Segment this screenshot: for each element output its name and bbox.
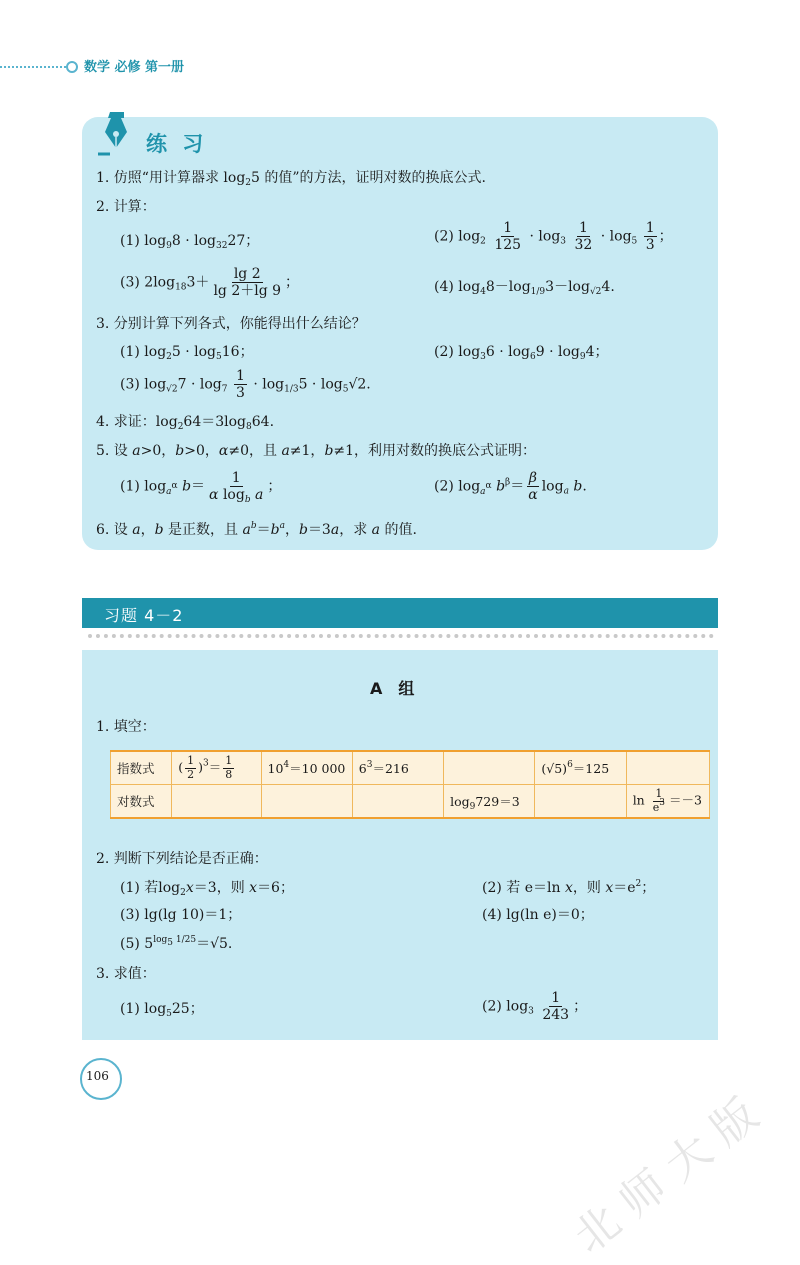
section-q2-1: (1) 若$\log_2x=3$，则 x＝6； bbox=[120, 880, 294, 898]
section-q2-3: (3) lg(lg 10)＝1； bbox=[120, 907, 242, 923]
section-header-bar bbox=[82, 598, 718, 628]
table-cell bbox=[261, 785, 352, 819]
table-cell bbox=[352, 785, 443, 819]
section-q3: 3. 求值： bbox=[96, 966, 156, 982]
table-cell: $6^3=216$ bbox=[352, 751, 443, 785]
exercise-q5: 5. 设 a>0，b>0，α≠0，且 a≠1，b≠1，利用对数的换底公式证明： bbox=[96, 443, 537, 459]
exercise-q3: 3. 分别计算下列各式，你能得出什么结论？ bbox=[96, 316, 366, 332]
table-cell: ( $\frac{1}{2}$ )$^3$＝ $\frac{1}{8}$ bbox=[172, 751, 261, 785]
header-circle-icon bbox=[66, 61, 78, 73]
exercise-q5-2: (2) $\log_{a^\alpha} b^\beta=$ $\frac{\beta}{\alpha}$ $\log_a b$. bbox=[434, 470, 587, 504]
table-row-head: 指数式 bbox=[111, 751, 172, 785]
exercise-q5-1: (1) $\log_{a^\alpha} b=$ $\frac{1}{\alpha \log_b a}$ ； bbox=[120, 470, 282, 506]
exercise-q6: 6. 设 a，b 是正数，且 $a^b=b^a$，b＝3a，求 a 的值. bbox=[96, 521, 417, 538]
table-cell bbox=[626, 751, 709, 785]
header-dotted-rule bbox=[0, 66, 66, 68]
table-row bbox=[111, 785, 710, 819]
section-q2-5: (5) $5^{log_5 1/25}=√5$. bbox=[120, 935, 233, 952]
exp-log-table bbox=[110, 750, 710, 819]
exercise-q3-3: (3) $\log_{√2}7 \cdot \log_7$ $\frac{1}{3}$ · $\log_{1/3}5 \cdot \log_5√2$. bbox=[120, 368, 371, 402]
book-title: 数学 必修 第一册 bbox=[84, 60, 185, 75]
exercise-q2-3: (3) $2\log_{18}3+$ $\frac{\lg 2}{\lg 2+\lg 9}$ ； bbox=[120, 266, 300, 300]
table-cell bbox=[444, 751, 535, 785]
exercise-q3-1: (1) $\log_25 \cdot \log_516$； bbox=[120, 344, 254, 362]
table-cell: $\log_9729=3$ bbox=[444, 785, 535, 819]
pen-nib-icon bbox=[96, 110, 136, 156]
table-cell: $10^4=10$ 000 bbox=[261, 751, 352, 785]
table-cell bbox=[172, 785, 261, 819]
table-row-head: 对数式 bbox=[111, 785, 172, 819]
table-cell: ln $\frac{1}{e^3}$ ＝－3 bbox=[626, 785, 709, 819]
dotted-separator bbox=[88, 634, 714, 640]
exercise-q4: 4. 求证：$\log_264=3\log_864$. bbox=[96, 414, 275, 432]
section-q2: 2. 判断下列结论是否正确： bbox=[96, 851, 268, 867]
watermark: 北师大版 bbox=[564, 1080, 779, 1264]
exercise-q2-2: (2) $\log_2$ $\frac{1}{125}$ · $\log_3$ $\frac{1}{32}$ · $\log_5$ $\frac{1}{3}$ ； bbox=[434, 220, 673, 254]
exercise-q2-4: (4) $\log_48-\log_{1/9}3-\log_{√2}4$. bbox=[434, 279, 615, 297]
section-box bbox=[82, 650, 718, 1040]
section-q3-2: (2) $\log_3$ $\frac{1}{243}$ ； bbox=[482, 990, 588, 1024]
section-q1: 1. 填空： bbox=[96, 719, 156, 735]
table-row bbox=[111, 751, 710, 785]
exercise-title: 练 习 bbox=[146, 132, 208, 156]
exercise-q1: 1. 仿照“用计算器求 $\log_25$ 的值”的方法，证明对数的换底公式. bbox=[96, 170, 486, 188]
page-number: 106 bbox=[86, 1069, 109, 1083]
exercise-q2-1: (1) $\log_98 \cdot \log_{32}27$； bbox=[120, 233, 260, 251]
section-title: 习题 4－2 bbox=[104, 606, 184, 625]
section-q2-4: (4) lg(ln e)＝0； bbox=[482, 907, 594, 923]
section-q2-2: (2) 若 e＝ln x，则 $x=e^2$； bbox=[482, 879, 656, 896]
table-cell bbox=[535, 785, 626, 819]
section-q3-1: (1) $\log_525$； bbox=[120, 1001, 204, 1019]
exercise-q2: 2. 计算： bbox=[96, 199, 156, 215]
exercise-q3-2: (2) $\log_36 \cdot \log_69 \cdot \log_94$； bbox=[434, 344, 609, 362]
table-cell: $(√5)^6=125$ bbox=[535, 751, 626, 785]
group-title: A 组 bbox=[370, 679, 415, 698]
